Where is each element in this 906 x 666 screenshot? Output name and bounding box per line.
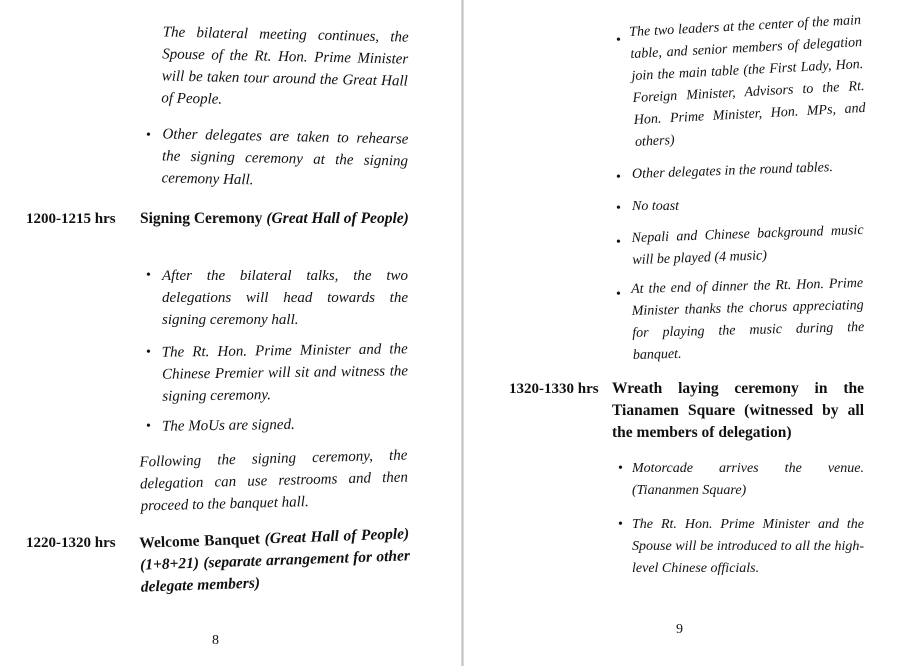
banquet-bullet-4: Nepali and Chinese background music will be played (4 music) [631,222,864,269]
banquet-bullet-1: The two leaders at the center of the main table, and senior members of delegation join the main table (the First Lady, Hon. Foreign Minister, Advisors to the Rt. Hon. Prime Minister, Hon. MPs, and others) [628,13,866,150]
banquet-heading [139,523,411,598]
bullet-dot-icon: • [616,287,621,302]
banquet-bullet-5: At the end of dinner the Rt. Hon. Prime Minister thanks the chorus appreciating for playing the music during the banquet. [630,275,865,364]
wreath-time: 1320-1330 hrs [509,381,599,397]
bullet-dot-icon: • [146,419,151,434]
right-page [465,0,906,666]
bullet-dot-icon: • [146,268,151,283]
bullet-dot-icon: • [616,170,621,185]
signing-time: 1200-1215 hrs [26,211,116,227]
banquet-time: 1220-1320 hrs [26,535,116,551]
banquet-title: Welcome Banquet [139,530,261,552]
wreath-heading: Wreath laying ceremony in the Tianamen Square (witnessed by all the members of delegation) [612,380,864,441]
bullet-dot-icon: • [618,517,623,532]
signing-title-note: (Great Hall of People) [266,210,409,227]
banquet-bullet-2: Other delegates in the round tables. [631,160,834,183]
signing-bullet-1: After the bilateral talks, the two delegations will head towards the signing ceremony hall. [162,268,408,328]
wreath-bullet-1: Motorcade arrives the venue. (Tiananmen Square) [632,461,864,498]
bullet-dot-icon: • [146,345,151,360]
signing-bullet-2: The Rt. Hon. Prime Minister and the Chinese Premier will sit and witness the signing ceremony. [161,341,409,405]
wreath-bullet-2: The Rt. Hon. Prime Minister and the Spouse will be introduced to all the high-level Chinese officials. [632,517,864,576]
signing-title: Signing Ceremony [140,210,263,227]
bullet-dot-icon: • [146,128,151,143]
banquet-title-note: (Great Hall of People) (1+8+21) (separate arrangement for other delegate members) [139,525,411,596]
intro-bullet-text: Other delegates are taken to rehearse the signing ceremony at the signing ceremony Hall. [161,126,409,189]
bullet-dot-icon: • [618,461,623,476]
bullet-dot-icon: • [616,33,621,48]
bullet-dot-icon: • [616,201,621,216]
banquet-bullet-3: No toast [632,199,680,214]
page-number: 9 [676,622,683,637]
page-number: 8 [212,633,219,648]
signing-bullet-3: The MoUs are signed. [161,416,295,435]
following-paragraph: Following the signing ceremony, the delegation can use restrooms and then proceed to the banquet hall. [139,447,409,515]
signing-heading [140,208,410,230]
intro-paragraph: The bilateral meeting continues, the Spouse of the Rt. Hon. Prime Minister will be taken tour around the Great Hall of People. [161,24,409,108]
bullet-dot-icon: • [616,235,621,250]
book-gutter [461,0,464,666]
